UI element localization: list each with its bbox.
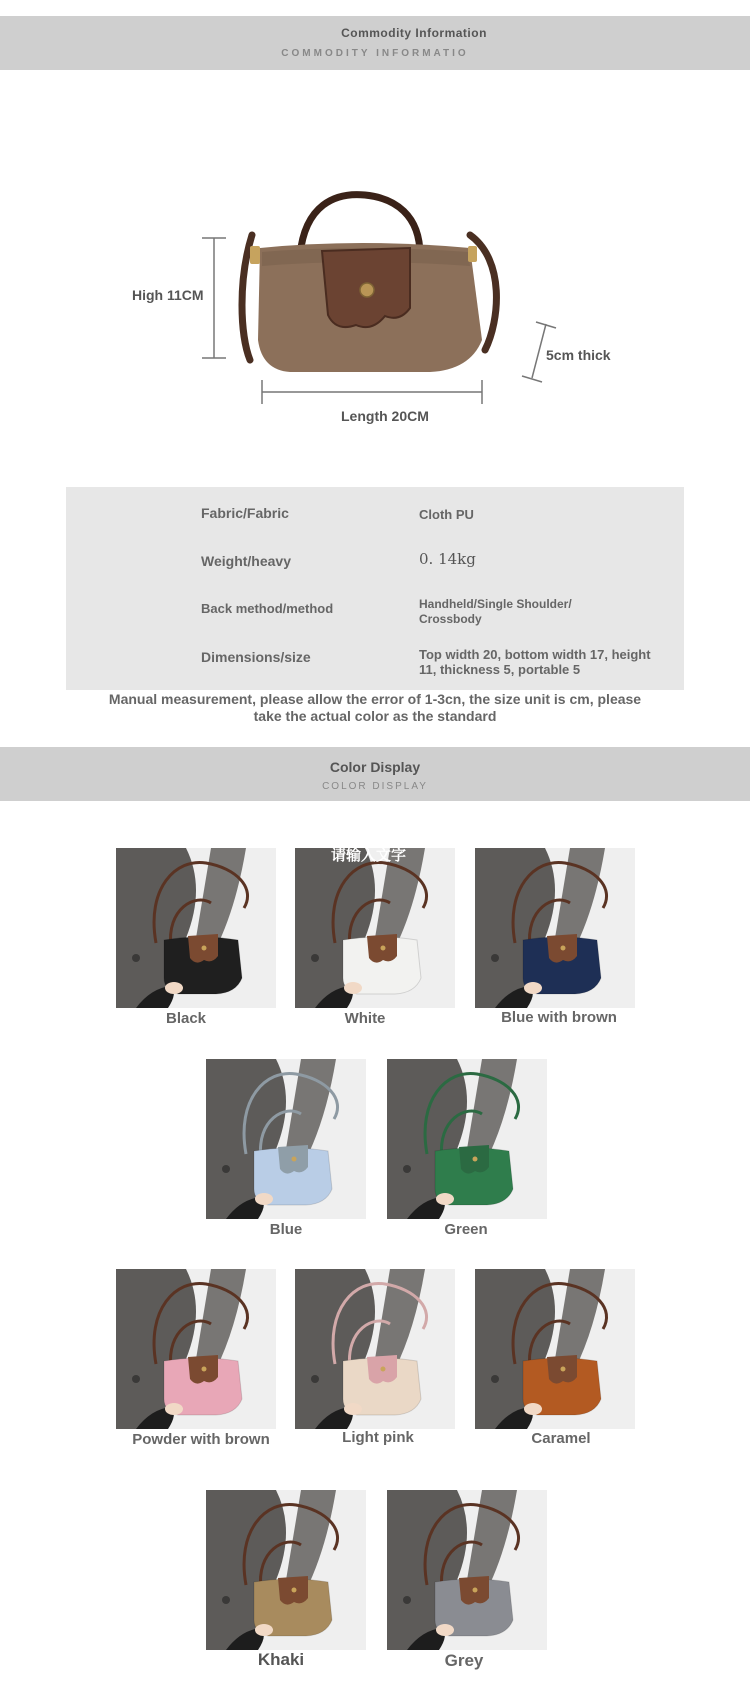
commodity-info-header (0, 16, 750, 70)
spec-value-carry-line2: Crossbody (419, 612, 482, 626)
swatch-image-black (116, 848, 276, 1008)
overlay-placeholder-text: 请输入文字 (331, 848, 407, 864)
swatch-image-green (387, 1059, 547, 1219)
header-title: Commodity Information (341, 26, 487, 40)
swatch-photo-black (116, 848, 276, 1008)
swatch-image-blue-with-brown (475, 848, 635, 1008)
measurement-note (90, 691, 660, 725)
color-display-header (0, 747, 750, 801)
swatch-photo-blue-with-brown (475, 848, 635, 1008)
swatch-image-blue (206, 1059, 366, 1219)
swatch-label-black: Black (165, 1010, 207, 1027)
swatch-label-khaki: Khaki (257, 1650, 305, 1669)
note-line-2: take the actual color as the standard (253, 708, 497, 724)
swatch-photo-blue (206, 1059, 366, 1219)
swatch-photo-light-pink (295, 1269, 455, 1429)
swatch-photo-white (295, 848, 455, 1008)
height-label: High 11CM (132, 287, 204, 303)
swatch-label-caramel: Caramel (531, 1430, 591, 1447)
spec-label-carry: Back method/method (201, 601, 334, 616)
swatch-photo-khaki (206, 1490, 366, 1650)
header-subtitle: COMMODITY INFORMATIO (281, 48, 469, 59)
bag-dimension-diagram (0, 70, 750, 490)
spec-label-dimensions: Dimensions/size (201, 649, 311, 665)
color-header-subtitle: COLOR DISPLAY (322, 781, 428, 792)
length-label: Length 20CM (341, 408, 429, 424)
spec-value-weight: 0. 14kg (419, 550, 476, 568)
swatch-label-green: Green (444, 1221, 488, 1238)
spec-label-fabric: Fabric/Fabric (201, 505, 289, 521)
spec-value-fabric: Cloth PU (419, 507, 474, 522)
swatch-label-white: White (344, 1010, 386, 1027)
swatch-image-khaki (206, 1490, 366, 1650)
bag-illustration (0, 70, 750, 490)
swatch-photo-green (387, 1059, 547, 1219)
spec-value-carry (419, 597, 681, 627)
spec-value-dimensions (419, 647, 681, 677)
swatch-photo-powder-with-brown (116, 1269, 276, 1429)
swatch-image-white (295, 848, 455, 1008)
swatch-photo-caramel (475, 1269, 635, 1429)
swatch-label-grey: Grey (444, 1651, 484, 1670)
spec-value-dimensions-line2: 11, thickness 5, portable 5 (419, 662, 581, 677)
spec-value-dimensions-line1: Top width 20, bottom width 17, height (419, 647, 651, 662)
swatch-image-light-pink (295, 1269, 455, 1429)
swatch-label-blue: Blue (269, 1221, 303, 1238)
swatch-label-blue-with-brown: Blue with brown (501, 1009, 617, 1026)
swatch-image-grey (387, 1490, 547, 1650)
swatch-photo-grey (387, 1490, 547, 1650)
swatch-image-powder-with-brown (116, 1269, 276, 1429)
swatch-label-powder-with-brown: Powder with brown (132, 1431, 270, 1448)
note-line-1: Manual measurement, please allow the error of 1-3cn, the size unit is cm, please (108, 691, 642, 707)
spec-label-weight: Weight/heavy (201, 553, 291, 569)
spec-table (66, 487, 684, 690)
spec-value-carry-line1: Handheld/Single Shoulder/ (419, 597, 572, 611)
swatch-image-caramel (475, 1269, 635, 1429)
thickness-label: 5cm thick (546, 347, 611, 363)
color-header-title: Color Display (329, 759, 421, 775)
swatch-label-light-pink: Light pink (342, 1429, 414, 1446)
